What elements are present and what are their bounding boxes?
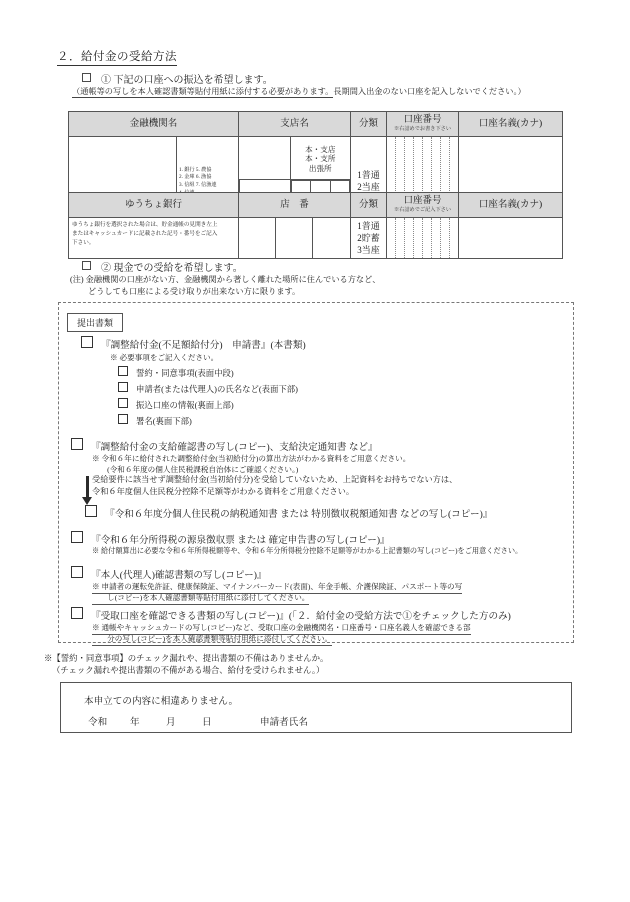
- doc-subcheckbox-1-4[interactable]: [118, 414, 128, 424]
- doc-sublabel-1-4: 署名(裏面下部): [136, 417, 192, 426]
- account-type-option-2: 2当座: [357, 182, 380, 192]
- doc-title-4: 『令和６年分所得税の源泉徴収票 または 確定申告書の写し(コピー)』: [91, 535, 390, 546]
- branch-type-3: 出張所: [308, 163, 332, 173]
- doc-title-2: 『調整給付金の支給確認書の写し(コピー)、支給決定通知書 など』: [91, 442, 378, 453]
- doc-note-1-0: ※ 必要事項をご記入ください。: [110, 353, 219, 362]
- option1-note: [72, 86, 526, 97]
- doc-checkbox-5[interactable]: [71, 566, 83, 578]
- option2-note-line-2: どうしても口座による受け取りが出来ない方に限ります。: [88, 287, 301, 296]
- doc-note-4-0: ※ 給付額算出に必要な令和６年所得税額等や、令和６年分所得税分控除不足額等がわかる上記書類の写し(コピー)をご用意ください。: [92, 547, 523, 555]
- doc-checkbox-4[interactable]: [71, 531, 83, 543]
- yucho-instruction-line-3: 下さい。: [72, 239, 95, 246]
- doc-sublabel-1-3: 振込口座の情報(裏面上部): [136, 401, 234, 410]
- account-type-option-1: 1普通: [357, 169, 380, 180]
- header-account-number: 口座番号 ※右詰めでお書き下さい: [387, 112, 459, 137]
- declaration-signature-label: 申請者氏名: [260, 717, 308, 728]
- yucho-type-option-3: 3当座: [357, 245, 380, 256]
- option1-note-plain: 長期間入出金のない口座を記入しないでください。）: [333, 87, 526, 96]
- doc-sublabel-1-1: 誓約・同意事項(表面中段): [136, 369, 234, 378]
- branch-type-2: 本・支所: [305, 154, 336, 164]
- doc-subcheckbox-1-3[interactable]: [118, 398, 128, 408]
- yucho-account-table: [68, 192, 563, 259]
- kind-option-2: 2. 金庫 6. 漁協: [179, 174, 212, 181]
- doc-checkbox-6[interactable]: [71, 607, 83, 619]
- declaration-date-row: [88, 714, 308, 728]
- warning-line-1: ※【誓約・同意事項】のチェック漏れや、提出書類の不備はありませんか。: [44, 654, 329, 663]
- yucho-header-type: 分類: [351, 193, 387, 218]
- yucho-header-account-name: 口座名義(カナ): [459, 193, 563, 218]
- yucho-header-institution: ゆうちょ銀行: [69, 193, 239, 218]
- declaration-month-unit: 月: [166, 717, 176, 728]
- doc-note-2-0: ※ 令和６年に給付された調整給付金(当初給付分)の算出方法がわかる資料をご用意ください。: [92, 454, 411, 463]
- doc-note-5-0: ※ 申請者の運転免許証、健康保険証、マイナンバーカード(表面)、年金手帳、介護保険証、パスポート等の写: [92, 582, 462, 594]
- section-title: ２．給付金の受給方法: [57, 48, 177, 66]
- yucho-header-account-number: 口座番号 ※右詰めでご記入下さい: [387, 193, 459, 218]
- yucho-table-header-row: [69, 193, 563, 218]
- yucho-type-option-1: 1普通: [357, 220, 380, 231]
- yucho-branch-digit-2[interactable]: [276, 218, 313, 259]
- doc-note-2-1: (令和６年度の個人住民税課税自治体にご確認ください。): [92, 465, 299, 474]
- yucho-type-option-2: 2貯蓄: [357, 232, 380, 243]
- branch-name-input[interactable]: [240, 137, 291, 180]
- header-branch: 支店名: [239, 112, 351, 137]
- doc-subcheckbox-1-2[interactable]: [118, 382, 128, 392]
- doc-subcheckbox-1-1[interactable]: [118, 366, 128, 376]
- option2-note-line-1: (注) 金融機関の口座がない方、金融機関から著しく離れた場所に住んでいる方など、: [70, 275, 381, 284]
- doc-title-5: 『本人(代理人)確認書類の写し(コピー)』: [91, 570, 267, 581]
- doc-note-5-1: し(コピー)を本人確認書類等貼付用紙に添付してください。: [92, 593, 309, 605]
- kind-option-3: 3. 信組 7. 信漁連: [179, 182, 217, 188]
- doc-checkbox-3[interactable]: [85, 505, 97, 517]
- option2-row[interactable]: [82, 259, 243, 274]
- bank-table-header-row: [69, 112, 563, 137]
- doc-title-3: 『令和６年度分個人住民税の納税通知書 または 特別徴収税額通知書 などの写し(コピー)』: [105, 509, 493, 520]
- branch-type-labels: [290, 137, 350, 180]
- yucho-instruction-line-2: またはキャッシュカードに記載された記号・番号をご記入: [72, 230, 218, 237]
- option2-checkbox[interactable]: [82, 261, 91, 270]
- header-type: 分類: [351, 112, 387, 137]
- yucho-table-body-row: [69, 218, 563, 259]
- header-institution: 金融機関名: [69, 112, 239, 137]
- header-account-name: 口座名義(カナ): [459, 112, 563, 137]
- doc-sublabel-1-2: 申請者(または代理人)の氏名など(表面下部): [136, 385, 298, 394]
- doc-note-6-0: ※ 通帳やキャッシュカードの写し(コピー)など、受取口座の金融機関名・口座番号・口座名義人を確認できる部: [92, 623, 471, 635]
- warning-line-2: （チェック漏れや提出書類の不備がある場合、給付を受けられません。）: [52, 666, 325, 675]
- option1-note-underlined: （通帳等の写しを本人確認書類等貼付用紙に添付する必要があります。: [72, 87, 334, 96]
- callout-text: [92, 474, 457, 498]
- option1-row[interactable]: [82, 71, 273, 86]
- declaration-day-unit: 日: [202, 717, 212, 728]
- branch-type-1: 本・支店: [305, 144, 336, 154]
- callout-bar: [86, 476, 89, 498]
- yucho-account-name-input[interactable]: [459, 218, 563, 259]
- option2-label: ② 現金での受給を希望します。: [101, 263, 243, 274]
- doc-checkbox-1[interactable]: [81, 336, 93, 348]
- yucho-branch-digit-3[interactable]: [313, 218, 351, 259]
- yucho-account-type-cell[interactable]: [351, 218, 387, 259]
- yucho-branch-digit-1[interactable]: [239, 218, 276, 259]
- callout-line-1: 受給要件に該当せず調整給付金(当初給付分)を受給していないため、上記資料をお持ちでない方は、: [92, 475, 458, 484]
- declaration-statement: 本申立ての内容に相違ありません。: [84, 696, 239, 707]
- yucho-instruction-line-1: ゆうちょ銀行を選択された場合は、貯金通帳の見開き左上: [72, 222, 218, 228]
- doc-title-1: 『調整給付金(不足額給付分) 申請書』(本書類): [101, 340, 306, 351]
- yucho-header-branch: 店 番: [239, 193, 351, 218]
- option1-label: ① 下記の口座への振込を希望します。: [101, 75, 273, 86]
- declaration-era: 令和: [88, 717, 108, 728]
- option1-checkbox[interactable]: [82, 73, 91, 82]
- yucho-account-number-input[interactable]: [387, 218, 459, 259]
- callout-arrow-icon: [82, 497, 92, 505]
- callout-line-2: 令和６年度個人住民税分控除不足額等がわかる資料をご用意ください。: [92, 486, 355, 496]
- kind-option-1: 1. 銀行 5. 農協: [179, 166, 212, 173]
- declaration-year-unit: 年: [130, 717, 140, 728]
- doc-checkbox-2[interactable]: [71, 438, 83, 450]
- doc-title-6: 『受取口座を確認できる書類の写し(コピー)』(「２．給付金の受給方法で①をチェックした方のみ): [91, 611, 511, 622]
- documents-tag: 提出書類: [67, 313, 123, 332]
- doc-note-6-1: 分の写し(コピー)を本人確認書類等貼付用紙に添付してください。: [92, 634, 332, 646]
- yucho-instruction-cell: [69, 218, 239, 259]
